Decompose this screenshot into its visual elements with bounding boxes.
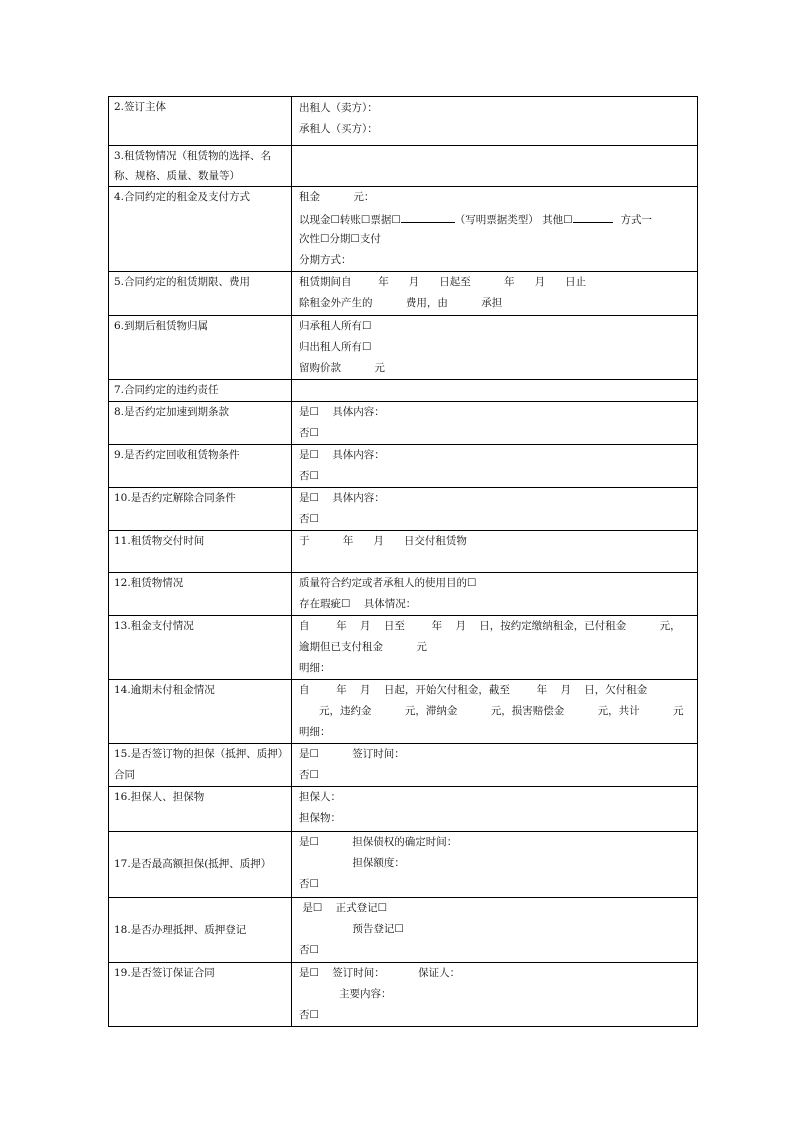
row-label xyxy=(109,616,292,680)
content-line: 于 年 月 日交付租赁物 xyxy=(299,535,467,547)
row-content xyxy=(292,573,698,616)
content-line: 是☐ 具体内容： xyxy=(299,449,385,461)
table-row xyxy=(109,380,698,402)
content-line: 质量符合约定或者承租人的使用目的☐ xyxy=(299,577,477,589)
row-content xyxy=(292,187,698,272)
content-line: 租金 元： xyxy=(299,191,375,203)
table-row xyxy=(109,680,698,744)
row-label xyxy=(109,97,292,146)
row-content xyxy=(292,744,698,787)
content-line: 归出租人所有☐ xyxy=(299,341,372,353)
content-line: 主要内容： xyxy=(299,988,392,1000)
row-label-text: 16.担保人、担保物 xyxy=(114,791,205,803)
row-label xyxy=(109,531,292,573)
row-content xyxy=(292,616,698,680)
row-content xyxy=(292,146,698,187)
row-content xyxy=(292,402,698,445)
content-line: 是☐ 正式登记☐ xyxy=(299,902,388,914)
row-label-text: 7.合同约定的违约责任 xyxy=(114,384,219,396)
table-row xyxy=(109,573,698,616)
row-label-text: 13.租金支付情况 xyxy=(114,620,194,632)
row-label xyxy=(109,380,292,402)
row-content xyxy=(292,272,698,316)
row-label xyxy=(109,832,292,898)
row-label-text: 19.是否签订保证合同 xyxy=(114,967,215,979)
row-label-text: 2.签订主体 xyxy=(114,101,167,113)
table-row xyxy=(109,402,698,445)
content-line: 元，违约金 元，滞纳金 元，损害赔偿金 元，共计 元 xyxy=(299,705,684,717)
content-line: 是☐ 具体内容： xyxy=(299,492,385,504)
content-line: 承租人（买方）： xyxy=(299,123,378,135)
content-line: 留购价款 元 xyxy=(299,362,385,374)
row-label-text: 17.是否最高额担保(抵押、质押） xyxy=(114,858,272,870)
row-content xyxy=(292,680,698,744)
content-line: 归承租人所有☐ xyxy=(299,320,372,332)
row-label-text: 4.合同约定的租金及支付方式 xyxy=(114,191,251,203)
table-row xyxy=(109,316,698,380)
row-label-text: 18.是否办理抵押、质押登记 xyxy=(114,923,247,936)
row-label xyxy=(109,963,292,1027)
row-label-text: 8.是否约定加速到期条款 xyxy=(114,406,230,418)
content-line: 存在瑕疵☐ 具体情况： xyxy=(299,598,417,610)
content-line: 明细： xyxy=(299,662,331,674)
content-line xyxy=(299,208,697,229)
row-label xyxy=(109,146,292,187)
content-line: 否☐ xyxy=(299,470,319,482)
table-row xyxy=(109,963,698,1027)
table-row xyxy=(109,832,698,898)
content-line: 否☐ xyxy=(299,878,319,890)
table-row xyxy=(109,898,698,963)
row-label xyxy=(109,573,292,616)
content-line: 是☐ 具体内容： xyxy=(299,406,385,418)
row-label-text: 6.到期后租赁物归属 xyxy=(114,320,209,332)
row-label xyxy=(109,402,292,445)
contract-table xyxy=(108,96,698,1027)
content-line: 否☐ xyxy=(299,1009,319,1021)
content-line: 否☐ xyxy=(299,944,319,956)
content-line: 除租金外产生的 费用，由 承担 xyxy=(299,297,503,309)
table-row xyxy=(109,97,698,146)
table-row xyxy=(109,445,698,488)
content-line: 自 年 月 日至 年 月 日，按约定缴纳租金，已付租金 元， xyxy=(299,620,681,632)
content-line: 否☐ xyxy=(299,427,319,439)
table-row xyxy=(109,187,698,272)
row-label xyxy=(109,488,292,531)
table-row xyxy=(109,488,698,531)
content-line: 出租人（卖方）： xyxy=(299,102,378,114)
payment-methods: 以现金☐转账☐票据☐ xyxy=(299,214,401,226)
table-row xyxy=(109,272,698,316)
content-line: 是☐ 担保债权的确定时间： xyxy=(299,836,458,848)
underline-blank xyxy=(573,208,613,223)
content-line: 担保人： xyxy=(299,791,341,803)
row-content xyxy=(292,832,698,898)
row-label xyxy=(109,898,292,963)
content-line: 明细： xyxy=(299,726,331,738)
content-line: 担保额度： xyxy=(299,857,405,869)
content-line: 否☐ xyxy=(299,769,319,781)
table-row xyxy=(109,787,698,832)
content-line: 是☐ 签订时间： xyxy=(299,748,405,760)
row-content xyxy=(292,316,698,380)
row-label xyxy=(109,680,292,744)
content-line: 预告登记☐ xyxy=(299,923,404,935)
row-content xyxy=(292,380,698,402)
table-row xyxy=(109,531,698,573)
row-label-text: 10.是否约定解除合同条件 xyxy=(114,492,236,504)
content-line: 次性☐分期☐支付 xyxy=(299,233,381,245)
row-label-text: 15.是否签订物的担保（抵押、质押）合同 xyxy=(114,748,289,781)
table-row xyxy=(109,744,698,787)
row-content xyxy=(292,531,698,573)
content-line: 自 年 月 日起，开始欠付租金，截至 年 月 日，欠付租金 xyxy=(299,684,648,696)
row-label-text: 5.合同约定的租赁期限、费用 xyxy=(114,276,251,288)
content-line: 逾期但已支付租金 元 xyxy=(299,641,427,653)
row-content xyxy=(292,488,698,531)
row-label xyxy=(109,187,292,272)
underline-blank xyxy=(401,208,455,223)
row-content xyxy=(292,963,698,1027)
row-label xyxy=(109,445,292,488)
content-line: 是☐ 签订时间： 保证人： xyxy=(299,967,461,979)
content-line: 否☐ xyxy=(299,513,319,525)
row-content xyxy=(292,787,698,832)
row-label xyxy=(109,744,292,787)
bill-type-hint: （写明票据类型） 其他☐ xyxy=(454,214,573,226)
row-label-text: 12.租赁物情况 xyxy=(114,577,184,589)
content-line: 担保物： xyxy=(299,812,341,824)
row-label-text: 9.是否约定回收租赁物条件 xyxy=(114,449,240,461)
row-label xyxy=(109,787,292,832)
row-label-text: 14.逾期未付租金情况 xyxy=(114,684,215,696)
row-label-text: 3.租赁物情况（租赁物的选择、名称、规格、质量、数量等） xyxy=(114,150,272,182)
payment-way: 方式一 xyxy=(620,214,653,226)
row-content xyxy=(292,445,698,488)
row-content xyxy=(292,898,698,963)
row-label xyxy=(109,316,292,380)
content-line: 分期方式： xyxy=(299,254,352,266)
row-label-text: 11.租赁物交付时间 xyxy=(114,535,205,547)
row-label xyxy=(109,272,292,316)
row-content xyxy=(292,97,698,146)
table-row xyxy=(109,616,698,680)
content-line: 租赁期间自 年 月 日起至 年 月 日止 xyxy=(299,276,587,288)
table-row xyxy=(109,146,698,187)
